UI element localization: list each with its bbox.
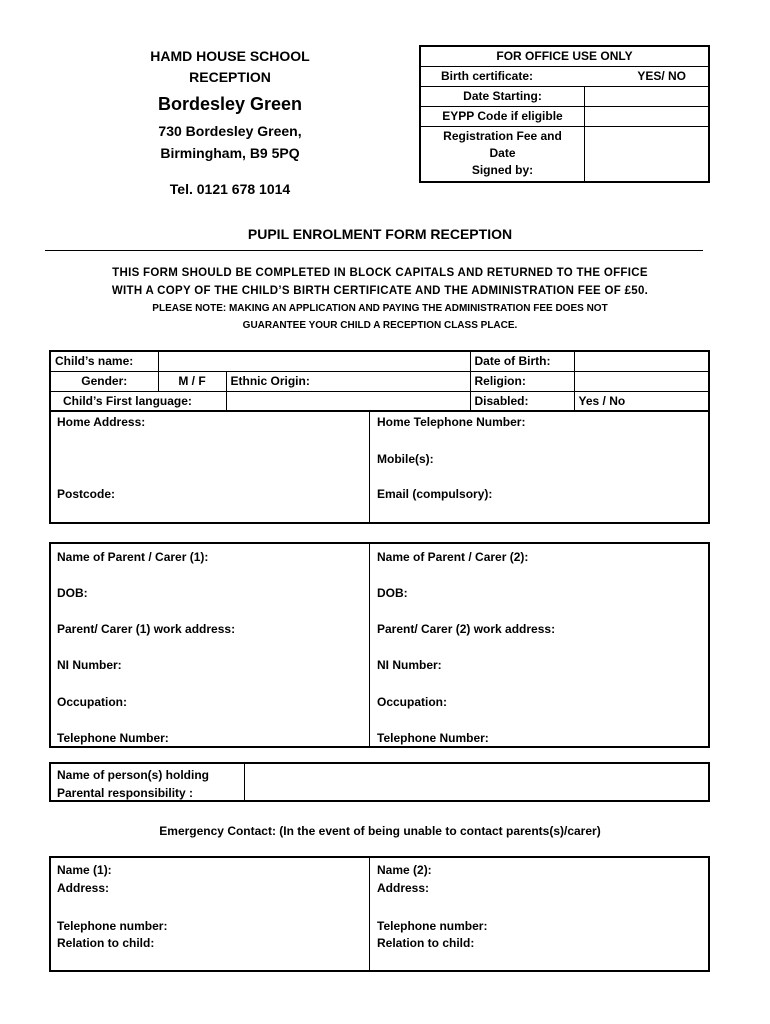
disabled-label: Disabled: [470,391,574,411]
contact2-telephone-label: Telephone number: [377,919,488,933]
registration-fee-field[interactable] [585,126,710,182]
parent2-work-label: Parent/ Carer (2) work address: [377,622,556,636]
school-name-reception: RECEPTION [189,69,271,85]
registration-fee-line1: Registration Fee and [443,129,562,144]
contact1-relation-label: Relation to child: [57,936,155,950]
parent2-telephone-label: Telephone Number: [377,731,489,745]
instructions-line2: WITH A COPY OF THE CHILD’S BIRTH CERTIFICATE AND THE ADMINISTRATION FEE OF £50. [111,285,649,297]
parent2-name-label: Name of Parent / Carer (2): [377,550,529,564]
date-starting-field[interactable] [585,86,710,106]
contact2-relation-label: Relation to child: [377,936,475,950]
home-address-label: Home Address: [57,415,146,429]
registration-fee-label [420,126,585,182]
contact2-address-label: Address: [377,881,430,895]
parent1-ni-label: NI Number: [57,658,122,672]
school-telephone: Tel. 0121 678 1014 [169,181,291,197]
email-label: Email (compulsory): [377,487,493,501]
disabled-options[interactable]: Yes / No [574,391,709,411]
responsibility-field[interactable] [245,764,708,800]
child-details-table [49,350,710,412]
date-starting-label: Date Starting: [420,86,585,106]
birth-certificate-value: YES/ NO [637,69,686,83]
child-name-field[interactable] [158,351,470,371]
emergency-divider [369,858,370,970]
address-box [49,410,710,524]
school-header [100,46,360,200]
responsibility-label-line2: Parental responsibility : [57,786,194,800]
parent1-work-label: Parent/ Carer (1) work address: [57,622,236,636]
parent1-name-label: Name of Parent / Carer (1): [57,550,209,564]
contact2-name-label: Name (2): [377,863,432,877]
child-name-label: Child’s name: [50,351,158,371]
form-title: PUPIL ENROLMENT FORM RECEPTION [247,226,513,242]
school-address-line2: Birmingham, B9 5PQ [160,145,300,161]
title-divider [45,250,703,251]
ethnic-origin-label: Ethnic Origin: [226,371,470,391]
office-use-title: FOR OFFICE USE ONLY [420,46,709,66]
parent1-dob-label: DOB: [57,586,88,600]
first-language-label: Child’s First language: [50,391,226,411]
instructions [20,264,740,334]
mobile-label: Mobile(s): [377,452,434,466]
parent2-dob-label: DOB: [377,586,408,600]
school-address-line1: 730 Bordesley Green, [158,123,302,139]
note-line1: PLEASE NOTE: MAKING AN APPLICATION AND PAYING THE ADMINISTRATION FEE DOES NOT [152,303,608,314]
parents-box [49,542,710,748]
instructions-line1: THIS FORM SHOULD BE COMPLETED IN BLOCK CAPITALS AND RETURNED TO THE OFFICE [112,267,648,279]
parent1-telephone-label: Telephone Number: [57,731,169,745]
gender-options[interactable]: M / F [158,371,226,391]
emergency-heading: Emergency Contact: (In the event of being unable to contact parents(s)/carer) [159,824,601,838]
dob-field[interactable] [574,351,709,371]
eypp-field[interactable] [585,106,710,126]
religion-label: Religion: [470,371,574,391]
dob-label: Date of Birth: [470,351,574,371]
registration-fee-line2: Date [489,146,516,161]
parent1-occupation-label: Occupation: [57,695,128,709]
contact1-name-label: Name (1): [57,863,112,877]
office-use-table [419,45,710,183]
parents-divider [369,544,370,746]
parental-responsibility-box [49,762,710,802]
school-name: HAMD HOUSE SCHOOL [150,48,310,64]
address-divider [369,410,370,522]
contact1-address-label: Address: [57,881,110,895]
postcode-label: Postcode: [57,487,116,501]
birth-certificate-label: Birth certificate: [441,69,534,83]
emergency-contacts-box [49,856,710,972]
contact1-telephone-label: Telephone number: [57,919,168,933]
first-language-field[interactable] [226,391,470,411]
eypp-label: EYPP Code if eligible [420,106,585,126]
school-campus: Bordesley Green [157,94,303,114]
religion-field[interactable] [574,371,709,391]
note-line2: GUARANTEE YOUR CHILD A RECEPTION CLASS PLACE. [242,320,518,331]
parent2-ni-label: NI Number: [377,658,442,672]
responsibility-label-line1: Name of person(s) holding [57,768,210,782]
parent2-occupation-label: Occupation: [377,695,448,709]
birth-certificate-row [420,66,709,86]
gender-label: Gender: [50,371,158,391]
registration-fee-line3: Signed by: [471,163,534,178]
home-telephone-label: Home Telephone Number: [377,415,526,429]
